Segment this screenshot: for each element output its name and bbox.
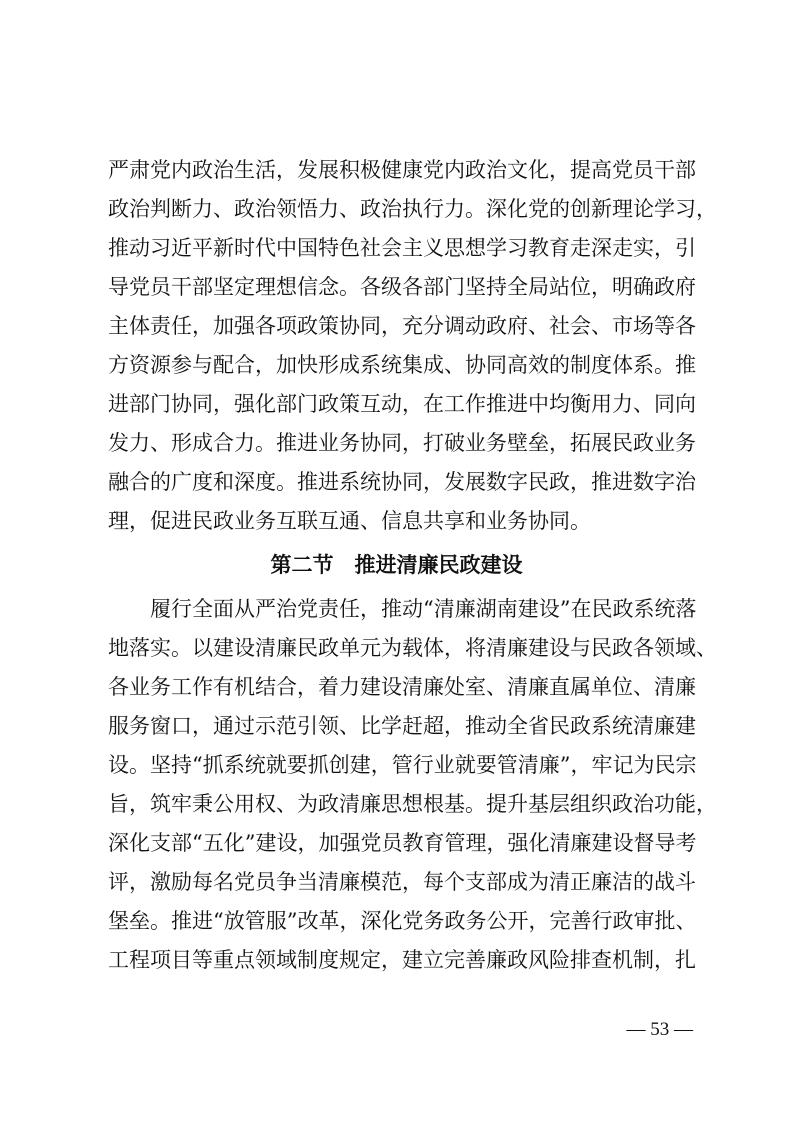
body-text-line: 设。坚持“抓系统就要抓创建，管行业就要管清廉”，牢记为民宗 <box>108 753 697 777</box>
body-text-line: 政治判断力、政治领悟力、政治执行力。深化党的创新理论学习， <box>108 197 717 221</box>
section-heading: 第二节 推进清廉民政建设 <box>270 553 523 577</box>
body-text-line: 堡垒。推进“放管服”改革，深化党务政务公开，完善行政审批、 <box>108 909 697 933</box>
body-text-line: 工程项目等重点领域制度规定，建立完善廉政风险排查机制，扎 <box>108 948 696 972</box>
body-text-line: 地落实。以建设清廉民政单元为载体，将清廉建设与民政各领域、 <box>108 636 717 660</box>
body-text-line: 旨，筑牢秉公用权、为政清廉思想根基。提升基层组织政治功能， <box>108 792 717 816</box>
body-text-line: 主体责任，加强各项政策协同，充分调动政府、社会、市场等各 <box>108 314 696 338</box>
body-text-line: 评，激励每名党员争当清廉模范，每个支部成为清正廉洁的战斗 <box>108 870 696 894</box>
body-text-line: 融合的广度和深度。推进系统协同，发展数字民政，推进数字治 <box>108 470 696 494</box>
page-number: — 53 — <box>626 1019 693 1040</box>
body-text-line: 导党员干部坚定理想信念。各级各部门坚持全局站位，明确政府 <box>108 275 696 299</box>
body-text-line: 深化支部“五化”建设，加强党员教育管理，强化清廉建设督导考 <box>108 831 697 855</box>
body-text-line: 服务窗口，通过示范引领、比学赶超，推动全省民政系统清廉建 <box>108 714 696 738</box>
body-text-line: 各业务工作有机结合，着力建设清廉处室、清廉直属单位、清廉 <box>108 675 696 699</box>
body-text-line: 履行全面从严治党责任，推动“清廉湖南建设”在民政系统落 <box>150 597 697 621</box>
body-text-line: 方资源参与配合，加快形成系统集成、协同高效的制度体系。推 <box>108 353 696 377</box>
body-text-line: 推动习近平新时代中国特色社会主义思想学习教育走深走实，引 <box>108 236 696 260</box>
body-text-line: 发力、形成合力。推进业务协同，打破业务壁垒，拓展民政业务 <box>108 431 696 455</box>
body-text-line: 理，促进民政业务互联互通、信息共享和业务协同。 <box>108 509 591 533</box>
body-text-line: 进部门协同，强化部门政策互动，在工作推进中均衡用力、同向 <box>108 392 696 416</box>
body-text-line: 严肃党内政治生活，发展积极健康党内政治文化，提高党员干部 <box>108 158 696 182</box>
